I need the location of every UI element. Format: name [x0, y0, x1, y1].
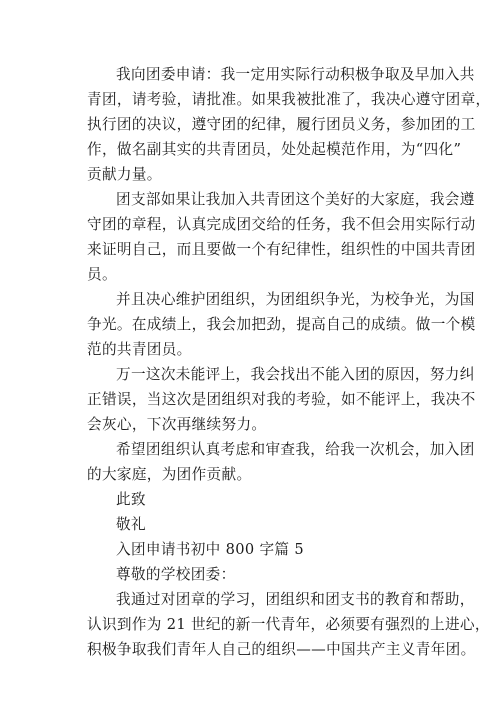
- paragraph: [87, 587, 490, 662]
- text-line: 会灰心，下次再继续努力。: [87, 416, 267, 433]
- text-line: 希望团组织认真考虑和审查我，给我一次机会，加入团: [116, 441, 475, 458]
- text-line: 范的共青团员。: [87, 341, 192, 358]
- text-line: 贡献力量。: [87, 166, 162, 183]
- text-line: 我向团委申请：我一定用实际行动积极争取及早加入共: [116, 66, 475, 83]
- greeting: 尊敬的学校团委：: [116, 566, 236, 583]
- text-line: 员。: [87, 266, 117, 283]
- paragraph: [87, 62, 491, 187]
- text-line: 认识到作为 21 世纪的新一代青年，必须要有强烈的上进心，: [87, 616, 490, 633]
- salutation-regards: 敬礼: [116, 516, 146, 533]
- text-line: 争光。在成绩上，我会加把劲，提高自己的成绩。做一个模: [87, 316, 476, 333]
- text-line: 执行团的决议，遵守团的纪律，履行团员义务，参加团的工: [87, 116, 476, 133]
- text-line: 作，做名副其实的共青团员，处处起模范作用，为“四化”: [87, 141, 462, 158]
- text-line: 我通过对团章的学习，团组织和团支书的教育和帮助，: [116, 591, 475, 608]
- salutation-closing: 此致: [116, 491, 146, 508]
- text-line: 并且决心维护团组织，为团组织争光，为校争光，为国: [116, 291, 475, 308]
- text-line: 守团的章程，认真完成团交给的任务，我不但会用实际行动: [87, 216, 476, 233]
- paragraph: [87, 362, 476, 437]
- text-line: 来证明自己，而且要做一个有纪律性，组织性的中国共青团: [87, 241, 476, 258]
- text-line: 的大家庭，为团作贡献。: [87, 466, 252, 483]
- text-line: 万一这次未能评上，我会找出不能入团的原因，努力纠: [116, 366, 475, 383]
- paragraph: [87, 437, 475, 487]
- paragraph: [87, 187, 476, 287]
- paragraph: [87, 287, 476, 362]
- text-line: 正错误，当这次是团组织对我的考验，如不能评上，我决不: [87, 391, 476, 408]
- section-heading: 入团申请书初中 800 字篇 5: [116, 541, 305, 558]
- text-line: 积极争取我们青年人自己的组织——中国共产主义青年团。: [87, 641, 476, 658]
- text-line: 团支部如果让我加入共青团这个美好的大家庭，我会遵: [116, 191, 475, 208]
- text-line: 青团，请考验，请批准。如果我被批准了，我决心遵守团章，: [87, 91, 491, 108]
